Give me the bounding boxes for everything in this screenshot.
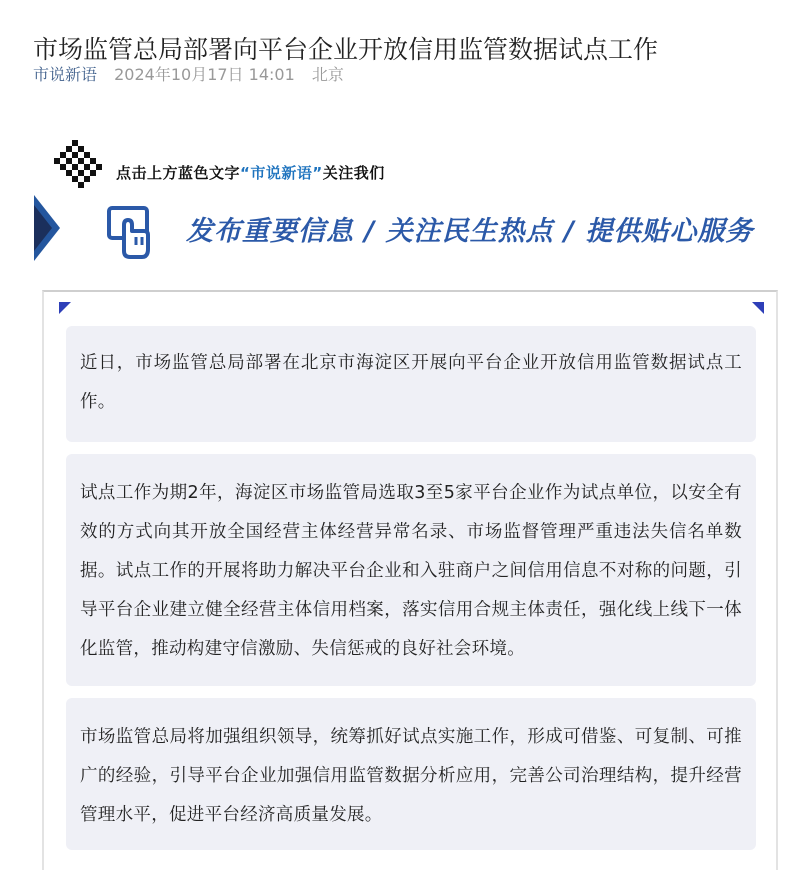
publish-date: 2024年10月17日 14:01 <box>114 65 295 84</box>
paragraph-1: 近日，市场监管总局部署在北京市海淀区开展向平台企业开放信用监管数据试点工作。 <box>66 326 756 442</box>
follow-account-name[interactable]: “市说新语” <box>240 164 323 182</box>
corner-accent-right <box>752 302 764 314</box>
content-frame <box>42 290 778 870</box>
banner-slogan: 发布重要信息 / 关注民生热点 / 提供贴心服务 <box>186 216 754 247</box>
pixel-logo-icon <box>52 140 108 192</box>
follow-prefix: 点击上方蓝色文字 <box>116 164 241 182</box>
follow-suffix: 关注我们 <box>322 164 385 182</box>
paragraph-2: 试点工作为期2年，海淀区市场监管局选取3至5家平台企业作为试点单位，以安全有效的方式向其开放全国经营主体经营异常名录、市场监督管理严重违法失信名单数据。试点工作的开展将助力解决平台企业和入驻商户之间信用信息不对称的问题，引导平台企业建立健全经营主体信用档案，落实信用合规主体责任，强化线上线下一体化监管，推动构建守信激励、失信惩戒的良好社会环境。 <box>66 454 756 686</box>
source-link[interactable]: 市说新语 <box>33 65 98 84</box>
hand-tap-icon <box>106 205 154 259</box>
paragraph-3: 市场监管总局将加强组织领导，统筹抓好试点实施工作，形成可借鉴、可复制、可推广的经验，引导平台企业加强信用监管数据分析应用，完善公司治理结构，提升经营管理水平，促进平台经济高质量发展。 <box>66 698 756 850</box>
banner-arrow-icon <box>34 195 60 261</box>
corner-accent-left <box>59 302 71 314</box>
publish-location: 北京 <box>311 65 344 84</box>
article-title: 市场监管总局部署向平台企业开放信用监管数据试点工作 <box>33 34 659 64</box>
follow-text <box>116 162 385 183</box>
article-meta <box>33 64 344 86</box>
follow-prompt <box>52 140 452 192</box>
slogan-banner <box>0 195 807 267</box>
